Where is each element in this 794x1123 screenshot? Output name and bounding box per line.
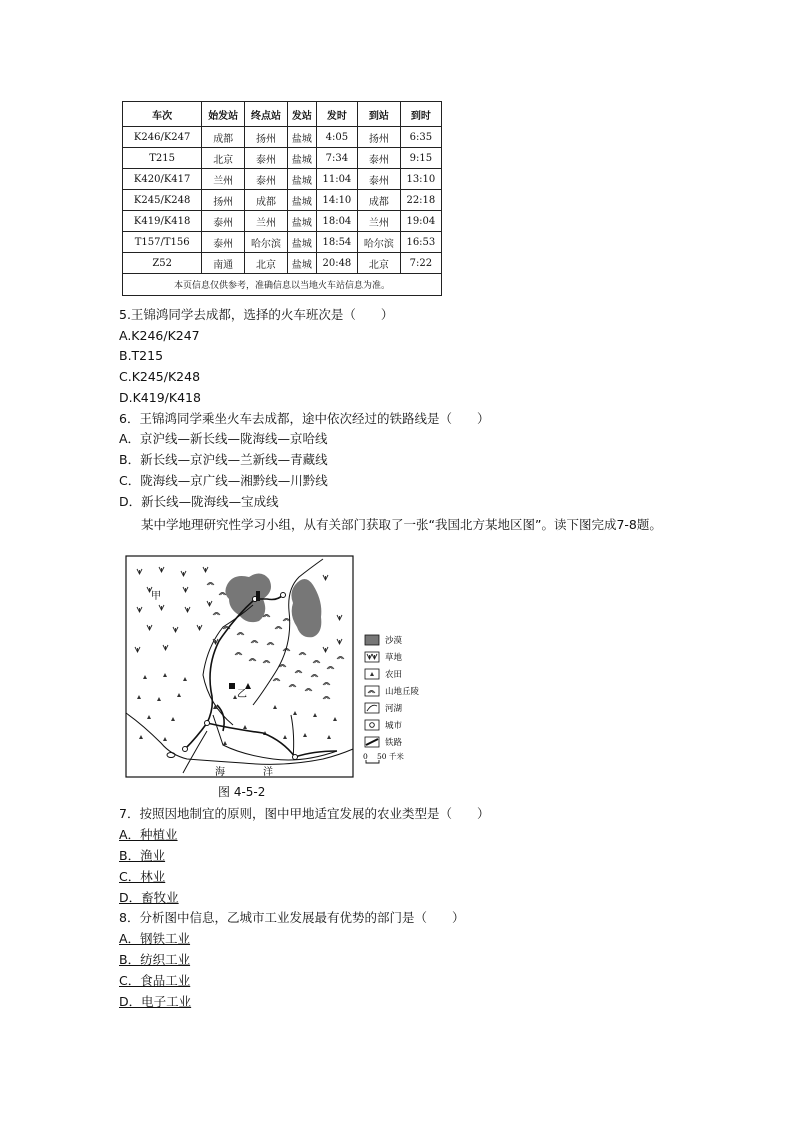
cell-origin: 泰州 — [202, 232, 245, 253]
q7-option-d: D．畜牧业 — [119, 890, 179, 905]
cell-arrive-time: 7:22 — [400, 253, 441, 274]
cell-arrive-time: 16:53 — [400, 232, 441, 253]
sea-label-2: 洋 — [263, 767, 273, 778]
cell-depart-station: 盐城 — [287, 169, 316, 190]
q8-option-c: C．食品工业 — [119, 973, 191, 988]
q8-option-d: D．电子工业 — [119, 994, 192, 1009]
header-cell: 发时 — [316, 102, 357, 127]
cell-train: K246/K247 — [123, 127, 202, 148]
legend-desert-swatch — [365, 635, 379, 645]
label-jia: 甲 — [151, 591, 161, 602]
legend-river-label: 河湖 — [385, 704, 403, 714]
table-row — [123, 169, 442, 190]
cell-train: K245/K248 — [123, 190, 202, 211]
cell-origin: 北京 — [202, 148, 245, 169]
q5-option-b: B.T215 — [119, 348, 164, 363]
timetable-header-row — [123, 102, 442, 127]
cell-depart-station: 盐城 — [287, 127, 316, 148]
header-cell: 车次 — [123, 102, 202, 127]
cell-terminal: 泰州 — [245, 169, 288, 190]
cell-origin: 成都 — [202, 127, 245, 148]
cell-origin: 泰州 — [202, 211, 245, 232]
table-note: 本页信息仅供参考，准确信息以当地火车站信息为准。 — [123, 274, 442, 296]
map-legend — [363, 635, 420, 763]
q6-option-a: A．京沪线—新长线—陇海线—京哈线 — [119, 431, 328, 446]
cell-origin: 南通 — [202, 253, 245, 274]
cell-depart-station: 盐城 — [287, 190, 316, 211]
question-5-stem: 5.王锦鸿同学去成都，选择的火车班次是（ ） — [119, 307, 394, 322]
cell-depart-time: 4:05 — [316, 127, 357, 148]
q6-option-d: D．新长线—陇海线—宝成线 — [119, 494, 279, 509]
railway-bridge — [256, 591, 260, 601]
sea-label-1: 海 — [215, 767, 225, 778]
q5-option-d: D.K419/K418 — [119, 390, 201, 405]
city-yi-marker — [229, 683, 235, 689]
cell-terminal: 成都 — [245, 190, 288, 211]
header-cell: 发站 — [287, 102, 316, 127]
q6-option-c: C．陇海线—京广线—湘黔线—川黔线 — [119, 473, 328, 488]
cell-arrive-time: 22:18 — [400, 190, 441, 211]
cell-arrive-time: 19:04 — [400, 211, 441, 232]
cell-terminal: 北京 — [245, 253, 288, 274]
cell-train: K419/K418 — [123, 211, 202, 232]
cell-depart-time: 18:54 — [316, 232, 357, 253]
table-row — [123, 211, 442, 232]
cell-origin: 扬州 — [202, 190, 245, 211]
cell-arrive-station: 哈尔滨 — [357, 232, 400, 253]
cell-depart-time: 14:10 — [316, 190, 357, 211]
cell-depart-station: 盐城 — [287, 253, 316, 274]
cell-arrive-station: 兰州 — [357, 211, 400, 232]
cell-terminal: 兰州 — [245, 211, 288, 232]
q7-option-b: B．渔业 — [119, 848, 166, 863]
q5-option-c: C.K245/K248 — [119, 369, 201, 384]
legend-city-label: 城市 — [385, 721, 403, 731]
table-row — [123, 127, 442, 148]
legend-railway-label: 铁路 — [385, 738, 403, 748]
cell-arrive-station: 北京 — [357, 253, 400, 274]
cell-arrive-time: 9:15 — [400, 148, 441, 169]
cell-depart-station: 盐城 — [287, 148, 316, 169]
header-cell: 到时 — [400, 102, 441, 127]
cell-arrive-station: 泰州 — [357, 169, 400, 190]
cell-depart-time: 11:04 — [316, 169, 357, 190]
legend-desert-label: 沙漠 — [385, 636, 403, 646]
scale-label: 50 千米 — [377, 752, 404, 761]
header-cell: 终点站 — [245, 102, 288, 127]
label-yi: 乙 — [237, 689, 247, 700]
q7-option-c: C．林业 — [119, 869, 166, 884]
cell-train: T215 — [123, 148, 202, 169]
cell-train: K420/K417 — [123, 169, 202, 190]
cell-terminal: 哈尔滨 — [245, 232, 288, 253]
scale-zero: 0 — [363, 752, 368, 761]
cell-train: Z52 — [123, 253, 202, 274]
header-cell: 到站 — [357, 102, 400, 127]
cell-depart-station: 盐城 — [287, 232, 316, 253]
cell-depart-time: 18:04 — [316, 211, 357, 232]
question-8-stem: 8．分析图中信息，乙城市工业发展最有优势的部门是（ ） — [119, 910, 465, 925]
cell-arrive-station: 扬州 — [357, 127, 400, 148]
region-map — [123, 555, 423, 783]
cell-arrive-time: 6:35 — [400, 127, 441, 148]
legend-hill-label: 山地丘陵 — [385, 687, 420, 697]
table-note-row — [123, 274, 442, 296]
q5-option-a: A.K246/K247 — [119, 328, 200, 343]
q7-option-a: A．种植业 — [119, 827, 178, 842]
map-intro-paragraph: 某中学地理研究性学习小组，从有关部门获取了一张“我国北方某地区图”。读下图完成7-8题。 — [141, 517, 662, 532]
legend-river-swatch — [365, 703, 379, 713]
header-cell: 始发站 — [202, 102, 245, 127]
cell-origin: 兰州 — [202, 169, 245, 190]
legend-hill-swatch — [365, 686, 379, 696]
question-7-stem: 7．按照因地制宜的原则，图中甲地适宜发展的农业类型是（ ） — [119, 806, 490, 821]
cell-terminal: 泰州 — [245, 148, 288, 169]
table-row — [123, 253, 442, 274]
legend-grassland-label: 草地 — [385, 653, 403, 663]
legend-grassland-swatch — [365, 652, 379, 662]
table-row — [123, 232, 442, 253]
legend-farmland-label: 农田 — [385, 670, 403, 680]
question-6-stem: 6．王锦鸿同学乘坐火车去成都，途中依次经过的铁路线是（ ） — [119, 411, 490, 426]
cell-arrive-station: 泰州 — [357, 148, 400, 169]
cell-arrive-station: 成都 — [357, 190, 400, 211]
q6-option-b: B．新长线—京沪线—兰新线—青藏线 — [119, 452, 328, 467]
cell-terminal: 扬州 — [245, 127, 288, 148]
cell-depart-station: 盐城 — [287, 211, 316, 232]
q8-option-a: A．钢铁工业 — [119, 931, 191, 946]
cell-depart-time: 20:48 — [316, 253, 357, 274]
q8-option-b: B．纺织工业 — [119, 952, 191, 967]
table-row — [123, 148, 442, 169]
train-timetable — [122, 101, 442, 296]
cell-depart-time: 7:34 — [316, 148, 357, 169]
map-caption: 图 4-5-2 — [218, 785, 266, 799]
cell-train: T157/T156 — [123, 232, 202, 253]
cell-arrive-time: 13:10 — [400, 169, 441, 190]
table-row — [123, 190, 442, 211]
